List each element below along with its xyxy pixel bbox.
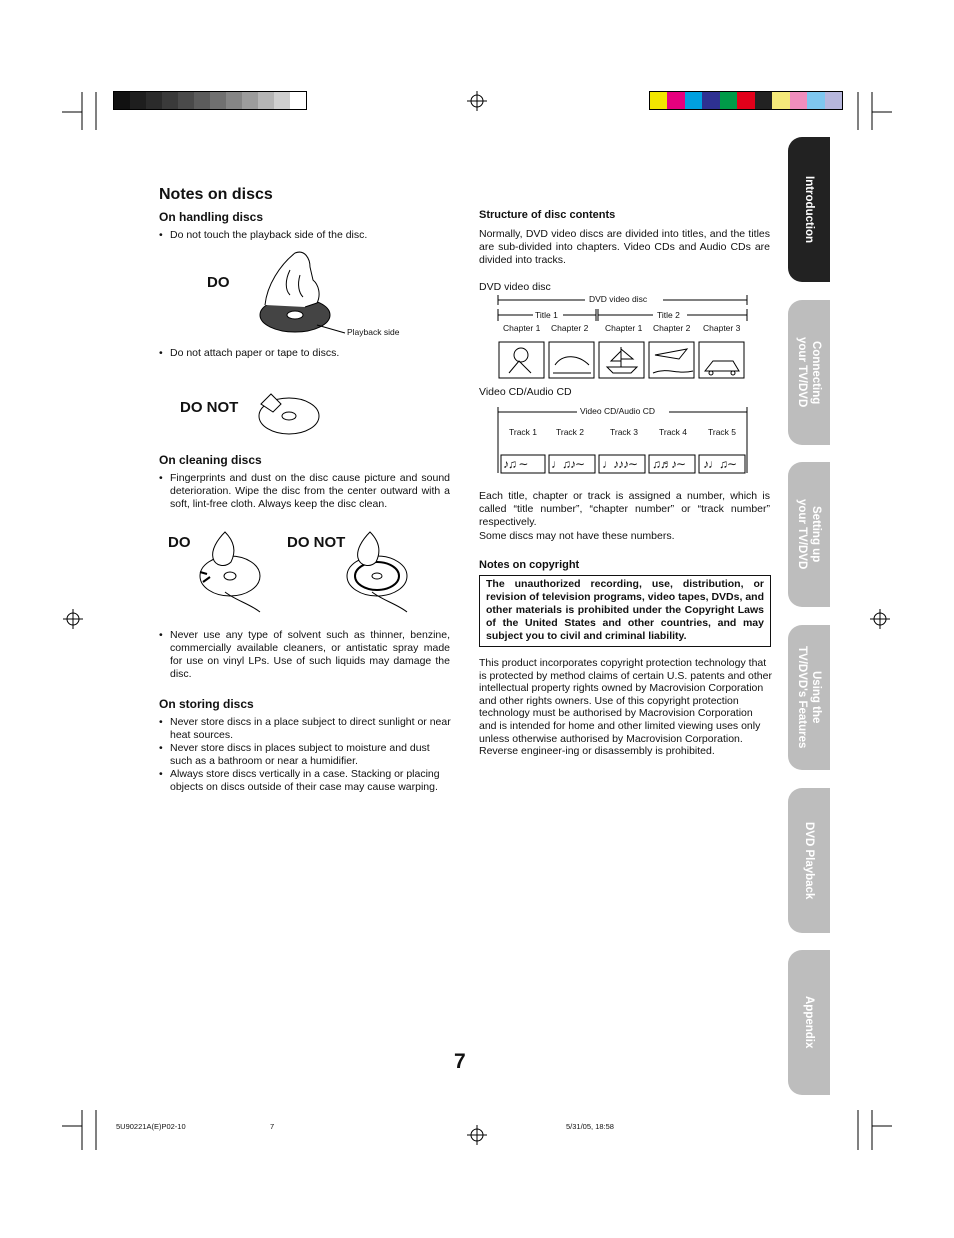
calibration-swatch (290, 92, 306, 109)
calibration-swatch (807, 92, 824, 109)
music-note-icon: ♪♫ ∼ (503, 457, 528, 471)
calibration-swatch (114, 92, 130, 109)
calibration-swatch (194, 92, 210, 109)
cleaning-bullet-2: • Never use any type of solvent such as thinner, benzine, commercially available cleaners, or antistatic spray made for use on vinyl LPs. Use of such liquids may damage the disc. (159, 629, 450, 681)
dvd-structure-diagram (497, 293, 749, 383)
calibration-swatch (226, 92, 242, 109)
storing-heading: On storing discs (159, 697, 254, 711)
page-number: 7 (454, 1050, 466, 1073)
footer-date: 5/31/05, 18:58 (566, 1122, 614, 1131)
handling-bullet-2: • Do not attach paper or tape to discs. (159, 347, 454, 360)
playback-side-label: Playback side (347, 327, 400, 337)
music-note-icon: ♪♩♫∼ (703, 457, 737, 471)
chapter-label: Chapter 3 (703, 323, 741, 333)
chapter-label: Chapter 2 (551, 323, 589, 333)
wipe-circular-illustration (342, 522, 417, 614)
list-item: • Never store discs in a place subject to direct sunlight or near heat sources. (159, 716, 454, 742)
copyright-body: This product incorporates copyright protection technology that is protected by method claims of certain U.S. patents and other intellectual property rights owned by Macrovision Corporation and other rights owners. Use of this copyright protection technology must be authorised by Macrovision Corporation and is intended for home and other limited viewing uses only unless otherwise authorised by Macrovision Corporation. Reverse engineer-ing or disassembly is prohibited. (479, 657, 772, 758)
wipe-outward-illustration (195, 522, 270, 614)
track-label: Track 1 (509, 427, 538, 437)
copyright-warning: The unauthorized recording, use, distribution, or revision of television programs, video tapes, DVDs, and other materials is prohibited under the Copyright Laws of the United States and other countries, and may subject you to civil and criminal liability. (486, 578, 764, 642)
calibration-swatch (650, 92, 667, 109)
calibration-swatch (790, 92, 807, 109)
calibration-swatch (755, 92, 772, 109)
calibration-swatch (130, 92, 146, 109)
structure-note-1: Each title, chapter or track is assigned a number, which is called “title number”, “chapter number” or “track number” respectively. (479, 490, 770, 528)
tab-introduction[interactable]: Introduction (788, 137, 830, 282)
footer-page: 7 (270, 1122, 275, 1131)
chapter-label: Chapter 2 (653, 323, 691, 333)
calibration-swatch (146, 92, 162, 109)
music-note-icon: ♩♪♪♪∼ (602, 457, 638, 471)
calibration-swatch (737, 92, 754, 109)
calibration-swatch (242, 92, 258, 109)
disc-with-tape-illustration (255, 390, 325, 438)
structure-heading: Structure of disc contents (479, 209, 616, 221)
chapter-label: Chapter 1 (605, 323, 643, 333)
do-not-label: DO NOT (180, 399, 239, 416)
tab-setting-up[interactable]: Setting up your TV/DVD (788, 462, 830, 607)
structure-body: Normally, DVD video discs are divided into titles, and the titles are sub-divided into chapters. Video CDs and Audio CDs are divided into tracks. (479, 228, 770, 266)
music-note-icon: ♩♫♪∼ (551, 457, 585, 471)
handling-bullet-1: • Do not touch the playback side of the disc. (159, 229, 454, 242)
calibration-swatch (667, 92, 684, 109)
copyright-heading: Notes on copyright (479, 559, 580, 571)
storing-list (159, 716, 454, 794)
title-1-label: Title 1 (535, 310, 558, 320)
vcd-bracket-label: Video CD/Audio CD (580, 406, 655, 416)
list-item: • Never store discs in places subject to moisture and dust such as a bathroom or near a humidifier. (159, 742, 454, 768)
calibration-swatch (210, 92, 226, 109)
calibration-swatch (825, 92, 842, 109)
calibration-swatch (274, 92, 290, 109)
calibration-swatch (162, 92, 178, 109)
color-calibration-bar (649, 91, 843, 110)
track-label: Track 4 (659, 427, 688, 437)
structure-note-2: Some discs may not have these numbers. (479, 530, 675, 542)
handling-heading: On handling discs (159, 210, 264, 224)
calibration-swatch (702, 92, 719, 109)
calibration-swatch (178, 92, 194, 109)
list-item: • Always store discs vertically in a case. Stacking or placing objects on discs outside of their case may cause warping. (159, 768, 454, 794)
calibration-swatch (258, 92, 274, 109)
gray-calibration-bar (113, 91, 307, 110)
vcd-caption: Video CD/Audio CD (479, 386, 572, 398)
cleaning-do-not-label: DO NOT (287, 534, 346, 551)
tab-using-features[interactable]: Using the TV/DVD's Features (788, 625, 830, 770)
music-note-icon: ♫♬♪∼ (652, 457, 686, 471)
calibration-swatch (772, 92, 789, 109)
track-label: Track 2 (556, 427, 585, 437)
dvd-bracket-label: DVD video disc (589, 294, 648, 304)
calibration-swatch (720, 92, 737, 109)
page-title: Notes on discs (159, 186, 273, 203)
dvd-caption: DVD video disc (479, 281, 551, 293)
track-label: Track 5 (708, 427, 737, 437)
calibration-swatch (685, 92, 702, 109)
tab-appendix[interactable]: Appendix (788, 950, 830, 1095)
cleaning-bullet-1: • Fingerprints and dust on the disc cause picture and sound deterioration. Wipe the disc from the center outward with a soft, lint-free cloth. Always keep the disc clean. (159, 472, 450, 511)
tab-connecting[interactable]: Connecting your TV/DVD (788, 300, 830, 445)
cleaning-do-label: DO (168, 534, 191, 551)
cleaning-heading: On cleaning discs (159, 453, 262, 467)
track-label: Track 3 (610, 427, 639, 437)
copyright-warning-box (479, 575, 771, 647)
title-2-label: Title 2 (657, 310, 680, 320)
chapter-label: Chapter 1 (503, 323, 541, 333)
tab-dvd-playback[interactable]: DVD Playback (788, 788, 830, 933)
do-label: DO (207, 274, 230, 291)
footer-code: 5U90221A(E)P02-10 (116, 1122, 186, 1131)
